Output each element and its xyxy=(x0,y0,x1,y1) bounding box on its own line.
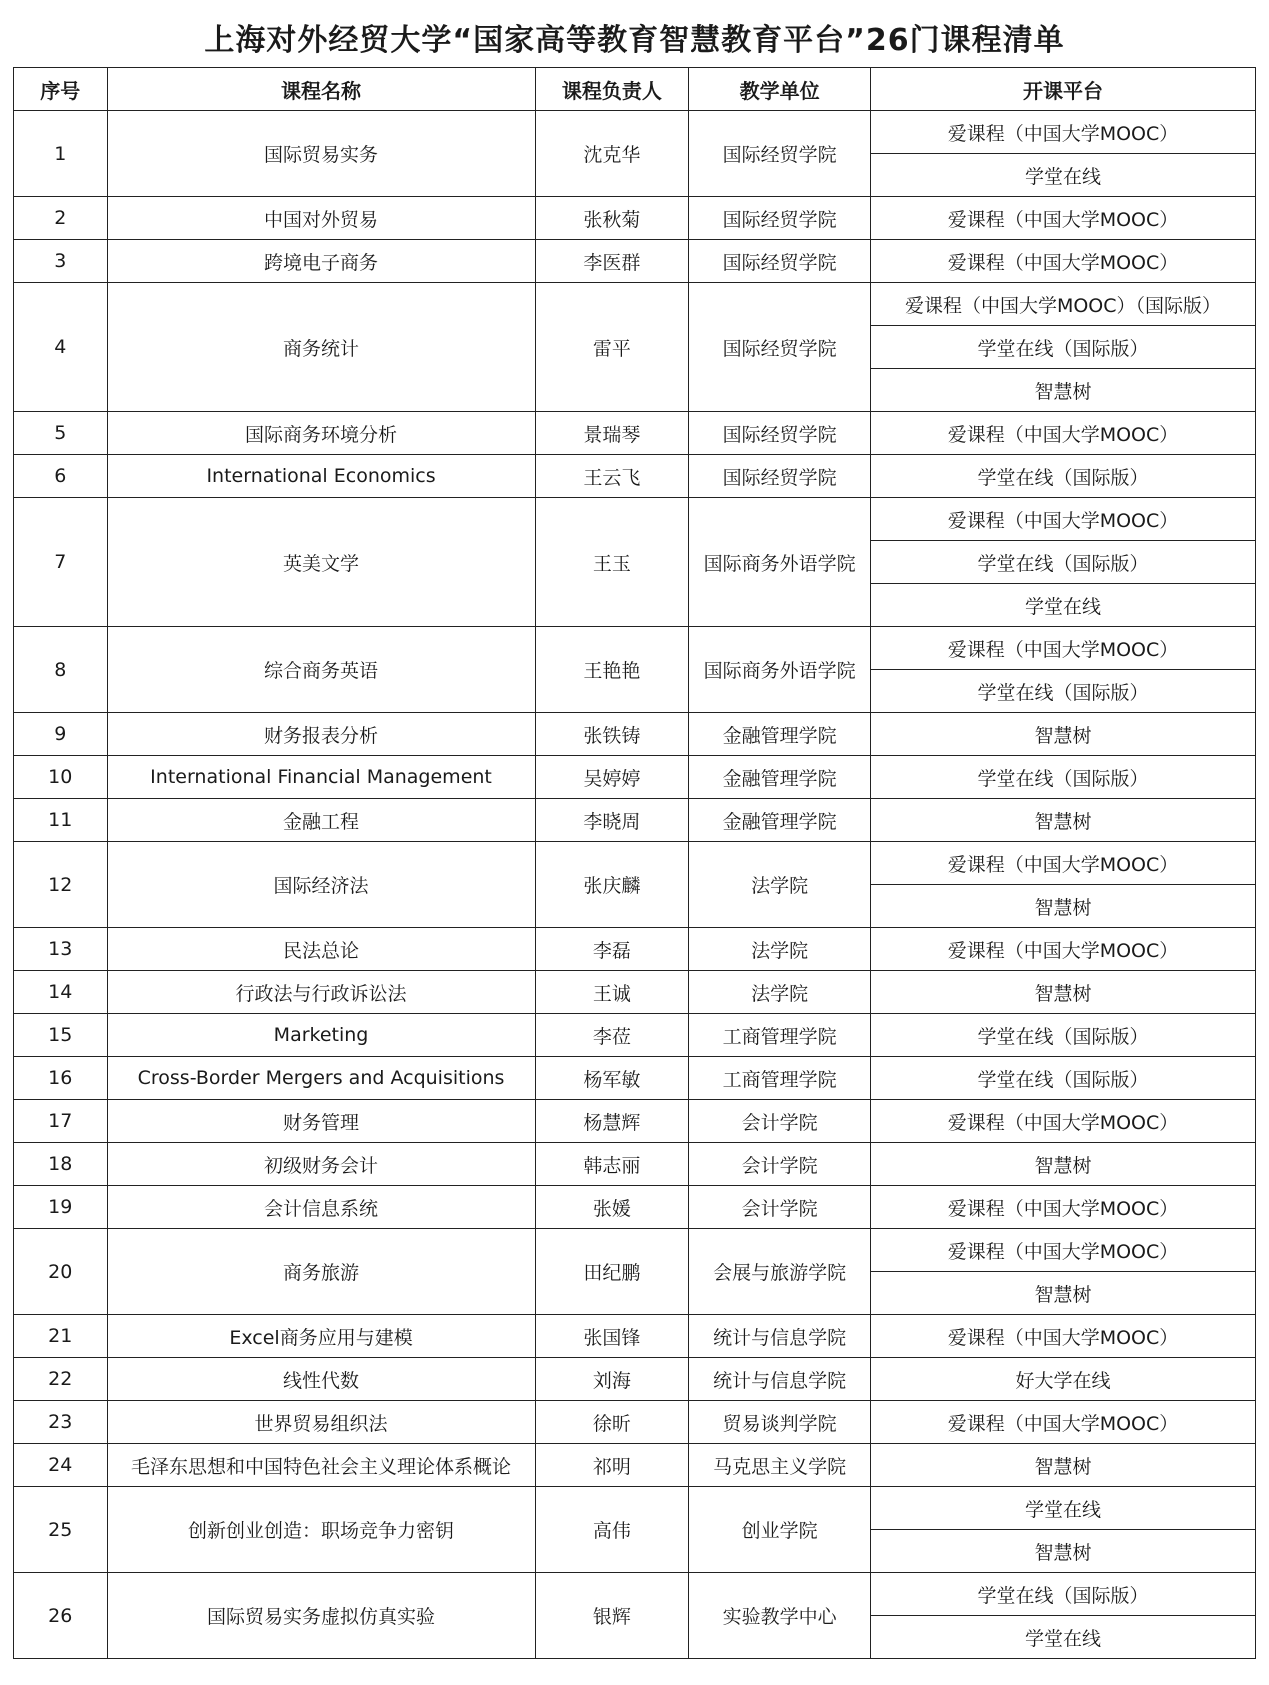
course-platform: 学堂在线 xyxy=(871,154,1256,197)
teaching-unit: 国际商务外语学院 xyxy=(689,627,871,713)
course-name: Cross-Border Mergers and Acquisitions xyxy=(107,1057,535,1100)
teaching-unit: 创业学院 xyxy=(689,1487,871,1573)
course-platform: 智慧树 xyxy=(871,971,1256,1014)
teaching-unit: 统计与信息学院 xyxy=(689,1358,871,1401)
teaching-unit: 会计学院 xyxy=(689,1100,871,1143)
course-number: 4 xyxy=(14,283,108,412)
table-row xyxy=(14,756,1256,799)
table-row xyxy=(14,111,1256,154)
course-name: 行政法与行政诉讼法 xyxy=(107,971,535,1014)
course-platform: 学堂在线（国际版） xyxy=(871,756,1256,799)
teaching-unit: 金融管理学院 xyxy=(689,713,871,756)
table-row xyxy=(14,1057,1256,1100)
teaching-unit: 法学院 xyxy=(689,928,871,971)
table-row xyxy=(14,1186,1256,1229)
course-platform: 智慧树 xyxy=(871,369,1256,412)
course-platform: 智慧树 xyxy=(871,1530,1256,1573)
table-row xyxy=(14,1229,1256,1272)
course-name: 中国对外贸易 xyxy=(107,197,535,240)
header-unit: 教学单位 xyxy=(689,68,871,111)
teaching-unit: 工商管理学院 xyxy=(689,1057,871,1100)
course-name: 初级财务会计 xyxy=(107,1143,535,1186)
header-no: 序号 xyxy=(14,68,108,111)
teaching-unit: 会展与旅游学院 xyxy=(689,1229,871,1315)
teaching-unit: 法学院 xyxy=(689,842,871,928)
course-platform: 爱课程（中国大学MOOC） xyxy=(871,197,1256,240)
teaching-unit: 统计与信息学院 xyxy=(689,1315,871,1358)
course-name: 综合商务英语 xyxy=(107,627,535,713)
teaching-unit: 国际经贸学院 xyxy=(689,455,871,498)
teaching-unit: 实验教学中心 xyxy=(689,1573,871,1659)
course-platform: 爱课程（中国大学MOOC） xyxy=(871,1315,1256,1358)
course-number: 18 xyxy=(14,1143,108,1186)
course-name: 线性代数 xyxy=(107,1358,535,1401)
course-platform: 智慧树 xyxy=(871,713,1256,756)
course-number: 6 xyxy=(14,455,108,498)
table-row xyxy=(14,498,1256,541)
course-platform: 爱课程（中国大学MOOC） xyxy=(871,627,1256,670)
table-row xyxy=(14,1401,1256,1444)
course-number: 7 xyxy=(14,498,108,627)
header-platform: 开课平台 xyxy=(871,68,1256,111)
table-row xyxy=(14,1444,1256,1487)
course-lead: 雷平 xyxy=(535,283,689,412)
course-platform: 智慧树 xyxy=(871,1272,1256,1315)
course-name: 商务旅游 xyxy=(107,1229,535,1315)
course-platform: 学堂在线 xyxy=(871,584,1256,627)
table-row xyxy=(14,1143,1256,1186)
course-platform: 学堂在线（国际版） xyxy=(871,1014,1256,1057)
course-lead: 刘海 xyxy=(535,1358,689,1401)
course-platform: 爱课程（中国大学MOOC） xyxy=(871,498,1256,541)
course-platform: 智慧树 xyxy=(871,799,1256,842)
course-lead: 王艳艳 xyxy=(535,627,689,713)
table-row xyxy=(14,928,1256,971)
course-number: 5 xyxy=(14,412,108,455)
course-number: 13 xyxy=(14,928,108,971)
table-row xyxy=(14,713,1256,756)
course-number: 11 xyxy=(14,799,108,842)
teaching-unit: 工商管理学院 xyxy=(689,1014,871,1057)
course-table xyxy=(13,67,1256,1659)
course-name: 国际经济法 xyxy=(107,842,535,928)
course-platform: 爱课程（中国大学MOOC） xyxy=(871,111,1256,154)
course-name: 跨境电子商务 xyxy=(107,240,535,283)
course-number: 16 xyxy=(14,1057,108,1100)
course-name: 商务统计 xyxy=(107,283,535,412)
course-number: 19 xyxy=(14,1186,108,1229)
course-platform: 爱课程（中国大学MOOC） xyxy=(871,928,1256,971)
course-number: 10 xyxy=(14,756,108,799)
course-platform: 学堂在线（国际版） xyxy=(871,541,1256,584)
course-platform: 学堂在线（国际版） xyxy=(871,1573,1256,1616)
teaching-unit: 会计学院 xyxy=(689,1143,871,1186)
course-number: 2 xyxy=(14,197,108,240)
course-lead: 张铁铸 xyxy=(535,713,689,756)
course-platform: 学堂在线（国际版） xyxy=(871,1057,1256,1100)
table-row xyxy=(14,627,1256,670)
course-lead: 张庆麟 xyxy=(535,842,689,928)
teaching-unit: 金融管理学院 xyxy=(689,756,871,799)
table-row xyxy=(14,412,1256,455)
course-number: 26 xyxy=(14,1573,108,1659)
course-name: 财务管理 xyxy=(107,1100,535,1143)
teaching-unit: 国际经贸学院 xyxy=(689,283,871,412)
teaching-unit: 会计学院 xyxy=(689,1186,871,1229)
course-lead: 张秋菊 xyxy=(535,197,689,240)
course-name: Marketing xyxy=(107,1014,535,1057)
table-row xyxy=(14,455,1256,498)
course-lead: 李晓周 xyxy=(535,799,689,842)
course-platform: 爱课程（中国大学MOOC） xyxy=(871,1401,1256,1444)
course-lead: 李磊 xyxy=(535,928,689,971)
teaching-unit: 贸易谈判学院 xyxy=(689,1401,871,1444)
header-course-name: 课程名称 xyxy=(107,68,535,111)
table-header-row xyxy=(14,68,1256,111)
course-name: International Economics xyxy=(107,455,535,498)
course-platform: 好大学在线 xyxy=(871,1358,1256,1401)
course-number: 24 xyxy=(14,1444,108,1487)
course-number: 22 xyxy=(14,1358,108,1401)
course-name: 国际商务环境分析 xyxy=(107,412,535,455)
course-lead: 沈克华 xyxy=(535,111,689,197)
course-platform: 爱课程（中国大学MOOC） xyxy=(871,412,1256,455)
course-platform: 爱课程（中国大学MOOC） xyxy=(871,1186,1256,1229)
teaching-unit: 马克思主义学院 xyxy=(689,1444,871,1487)
course-number: 25 xyxy=(14,1487,108,1573)
teaching-unit: 法学院 xyxy=(689,971,871,1014)
table-row xyxy=(14,1573,1256,1616)
course-number: 23 xyxy=(14,1401,108,1444)
course-platform: 智慧树 xyxy=(871,1444,1256,1487)
teaching-unit: 国际经贸学院 xyxy=(689,240,871,283)
table-row xyxy=(14,1487,1256,1530)
course-lead: 张国锋 xyxy=(535,1315,689,1358)
table-row xyxy=(14,283,1256,326)
course-platform: 学堂在线 xyxy=(871,1616,1256,1659)
course-lead: 王诚 xyxy=(535,971,689,1014)
course-name: 财务报表分析 xyxy=(107,713,535,756)
course-name: 世界贸易组织法 xyxy=(107,1401,535,1444)
course-platform: 爱课程（中国大学MOOC）（国际版） xyxy=(871,283,1256,326)
table-row xyxy=(14,1358,1256,1401)
table-row xyxy=(14,1315,1256,1358)
course-lead: 银辉 xyxy=(535,1573,689,1659)
course-lead: 杨慧辉 xyxy=(535,1100,689,1143)
header-lead: 课程负责人 xyxy=(535,68,689,111)
teaching-unit: 国际商务外语学院 xyxy=(689,498,871,627)
teaching-unit: 国际经贸学院 xyxy=(689,412,871,455)
course-lead: 杨军敏 xyxy=(535,1057,689,1100)
table-row xyxy=(14,799,1256,842)
course-platform: 学堂在线（国际版） xyxy=(871,455,1256,498)
course-lead: 张媛 xyxy=(535,1186,689,1229)
course-name: 创新创业创造：职场竞争力密钥 xyxy=(107,1487,535,1573)
course-lead: 吴婷婷 xyxy=(535,756,689,799)
course-number: 8 xyxy=(14,627,108,713)
page-title: 上海对外经贸大学“国家高等教育智慧教育平台”26门课程清单 xyxy=(204,23,1065,58)
course-lead: 韩志丽 xyxy=(535,1143,689,1186)
teaching-unit: 金融管理学院 xyxy=(689,799,871,842)
course-name: 国际贸易实务虚拟仿真实验 xyxy=(107,1573,535,1659)
teaching-unit: 国际经贸学院 xyxy=(689,111,871,197)
course-name: Excel商务应用与建模 xyxy=(107,1315,535,1358)
course-lead: 祁明 xyxy=(535,1444,689,1487)
table-row xyxy=(14,197,1256,240)
course-number: 3 xyxy=(14,240,108,283)
course-platform: 智慧树 xyxy=(871,885,1256,928)
course-lead: 徐昕 xyxy=(535,1401,689,1444)
course-name: 毛泽东思想和中国特色社会主义理论体系概论 xyxy=(107,1444,535,1487)
course-lead: 王玉 xyxy=(535,498,689,627)
course-number: 14 xyxy=(14,971,108,1014)
course-number: 21 xyxy=(14,1315,108,1358)
course-lead: 高伟 xyxy=(535,1487,689,1573)
course-number: 12 xyxy=(14,842,108,928)
course-platform: 爱课程（中国大学MOOC） xyxy=(871,240,1256,283)
course-platform: 学堂在线（国际版） xyxy=(871,670,1256,713)
course-platform: 爱课程（中国大学MOOC） xyxy=(871,1229,1256,1272)
table-row xyxy=(14,842,1256,885)
course-number: 15 xyxy=(14,1014,108,1057)
course-number: 20 xyxy=(14,1229,108,1315)
course-number: 17 xyxy=(14,1100,108,1143)
table-row xyxy=(14,1014,1256,1057)
table-row xyxy=(14,971,1256,1014)
course-name: 民法总论 xyxy=(107,928,535,971)
course-lead: 景瑞琴 xyxy=(535,412,689,455)
table-row xyxy=(14,1100,1256,1143)
course-name: 会计信息系统 xyxy=(107,1186,535,1229)
table-row xyxy=(14,240,1256,283)
table-body xyxy=(14,111,1256,1659)
course-name: 国际贸易实务 xyxy=(107,111,535,197)
course-number: 1 xyxy=(14,111,108,197)
course-platform: 学堂在线（国际版） xyxy=(871,326,1256,369)
course-name: 英美文学 xyxy=(107,498,535,627)
course-lead: 李医群 xyxy=(535,240,689,283)
course-platform: 爱课程（中国大学MOOC） xyxy=(871,842,1256,885)
course-name: 金融工程 xyxy=(107,799,535,842)
course-platform: 爱课程（中国大学MOOC） xyxy=(871,1100,1256,1143)
course-name: International Financial Management xyxy=(107,756,535,799)
course-platform: 学堂在线 xyxy=(871,1487,1256,1530)
course-platform: 智慧树 xyxy=(871,1143,1256,1186)
teaching-unit: 国际经贸学院 xyxy=(689,197,871,240)
course-number: 9 xyxy=(14,713,108,756)
course-lead: 田纪鹏 xyxy=(535,1229,689,1315)
course-lead: 王云飞 xyxy=(535,455,689,498)
course-lead: 李莅 xyxy=(535,1014,689,1057)
